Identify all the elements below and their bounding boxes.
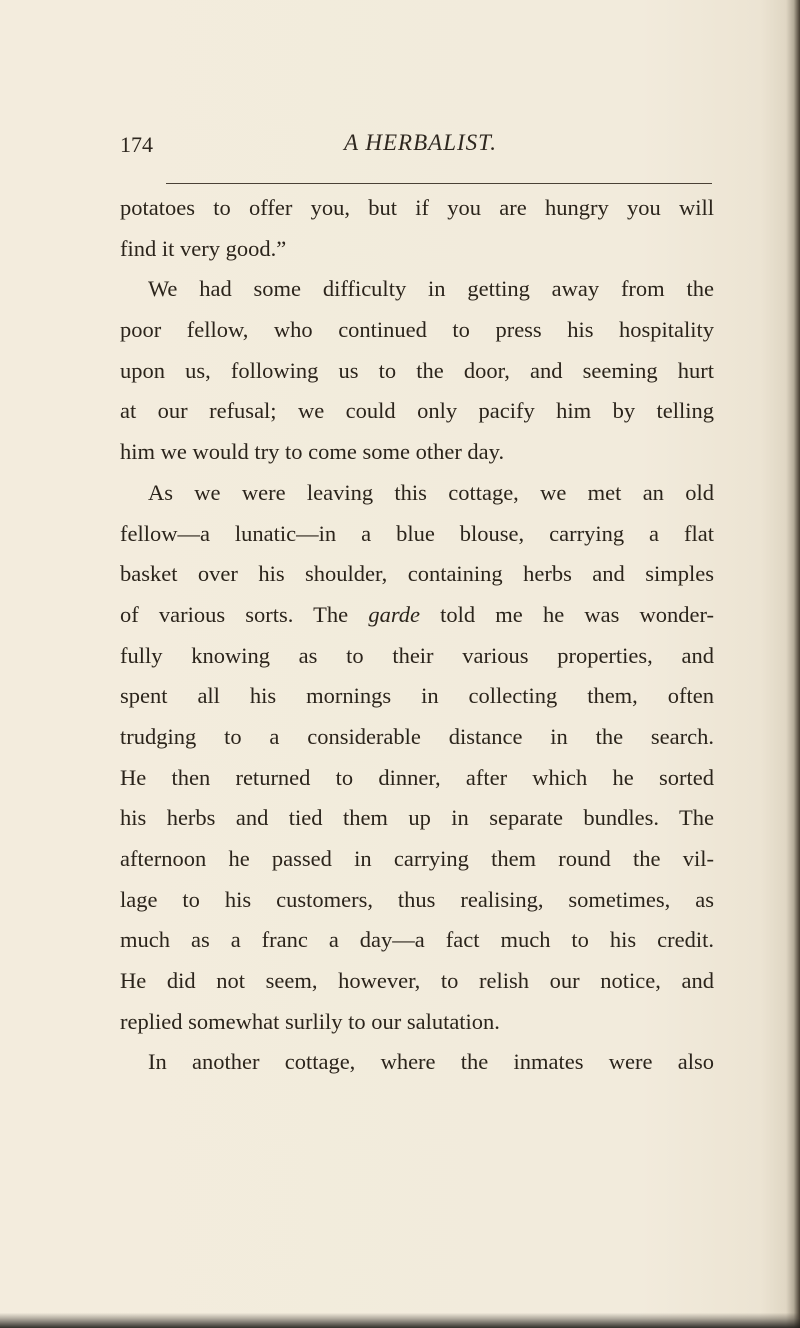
text-segment: of various sorts. The (120, 601, 369, 627)
text-line: lage to his customers, thus realising, sometimes, as (120, 886, 714, 912)
text-line: He then returned to dinner, after which he sorted (120, 764, 714, 790)
page-header (120, 118, 712, 158)
running-head: A HERBALIST. (344, 130, 497, 155)
text-line: at our refusal; we could only pacify him by telling (120, 398, 714, 424)
page-number: 174 (120, 132, 153, 157)
text-line: spent all his mornings in collecting them, often (120, 683, 714, 709)
text-line: find it very good.” (120, 235, 287, 261)
text-line: He did not seem, however, to relish our notice, and (120, 968, 714, 994)
text-line: fully knowing as to their various properties, and (120, 642, 714, 668)
text-line: potatoes to offer you, but if you are hungry you will (120, 195, 714, 220)
text-line: his herbs and tied them up in separate bundles. The (120, 805, 714, 831)
text-line: afternoon he passed in carrying them round the vil- (120, 846, 714, 871)
text-line: trudging to a considerable distance in the search. (120, 723, 714, 749)
page-binding-shadow (786, 0, 800, 1328)
text-line: replied somewhat surlily to our salutation. (120, 1008, 500, 1034)
italic-word-garde: garde (368, 601, 420, 627)
text-line: poor fellow, who continued to press his hospitality (120, 317, 714, 343)
text-line: basket over his shoulder, containing herbs and simples (120, 561, 714, 587)
text-line: upon us, following us to the door, and seeming hurt (120, 357, 714, 383)
page-bottom-edge (0, 1294, 800, 1328)
text-line: much as a franc a day—a fact much to his credit. (120, 927, 714, 953)
header-rule (166, 183, 712, 184)
text-line: fellow—a lunatic—in a blue blouse, carrying a flat (120, 520, 714, 546)
text-segment: told me he was wonder- (419, 601, 714, 627)
paragraph-start-line: In another cottage, where the inmates were also (148, 1049, 714, 1075)
text-line-with-italic (120, 595, 714, 636)
body-text (120, 188, 714, 1083)
paragraph-start-line: We had some difficulty in getting away from the (148, 276, 714, 302)
paragraph-start-line: As we were leaving this cottage, we met an old (148, 479, 714, 505)
text-line: him we would try to come some other day. (120, 439, 505, 465)
